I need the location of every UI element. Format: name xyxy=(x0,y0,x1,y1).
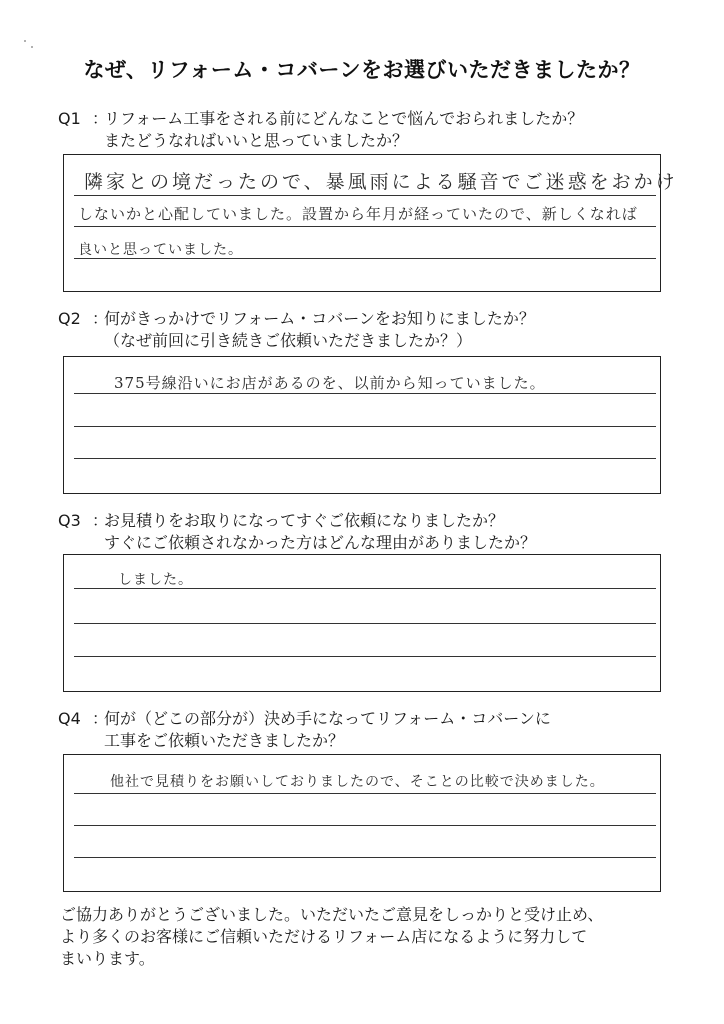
question-separator: ： xyxy=(92,511,109,530)
answer-rule xyxy=(74,623,656,624)
question-3 xyxy=(58,510,536,554)
answer-rule xyxy=(74,393,656,394)
question-text-line2: すぐにご依頼されなかった方はどんな理由がありましたか？ xyxy=(104,533,537,552)
question-number: Q2 xyxy=(58,309,81,328)
question-text: お見積りをお取りになってすぐご依頼になりましたか？ xyxy=(104,511,505,530)
answer-rule xyxy=(74,226,656,227)
handwritten-answer-line: 375号線沿いにお店があるのを、以前から知っていました。 xyxy=(114,374,546,392)
scan-speck xyxy=(31,46,33,48)
answer-rule xyxy=(74,458,656,459)
answer-box-3 xyxy=(63,554,661,692)
question-text: 何がきっかけでリフォーム・コバーンをお知りにましたか？ xyxy=(104,309,535,328)
question-number: Q3 xyxy=(58,511,81,530)
question-4 xyxy=(58,708,551,752)
answer-rule xyxy=(74,825,656,826)
scan-speck xyxy=(24,40,26,42)
handwritten-answer-line: 良いと思っていました。 xyxy=(78,242,243,258)
question-text-line2: 工事をご依頼いただきましたか？ xyxy=(104,731,345,750)
answer-rule xyxy=(74,426,656,427)
question-number: Q4 xyxy=(58,709,81,728)
question-text: リフォーム工事をされる前にどんなことで悩んでおられましたか？ xyxy=(104,109,584,128)
answer-rule xyxy=(74,195,656,196)
question-separator: ： xyxy=(92,309,109,328)
thank-you-footer xyxy=(60,904,670,970)
answer-box-4 xyxy=(63,754,661,892)
answer-box-1 xyxy=(63,154,678,292)
handwritten-answer-line: しました。 xyxy=(118,572,193,588)
question-2 xyxy=(58,308,535,352)
answer-rule xyxy=(74,857,656,858)
question-number: Q1 xyxy=(58,109,81,128)
answer-rule xyxy=(74,656,656,657)
footer-line: まいります。 xyxy=(60,949,155,968)
answer-rule xyxy=(74,793,656,794)
question-text-line2: （なぜ前回に引き続きご依頼いただきましたか？） xyxy=(104,331,473,350)
handwritten-answer-line: 隣家との境だったので、暴風雨による騒音でご迷惑をおかけ xyxy=(84,171,678,193)
handwritten-answer-line: 他社で見積りをお願いしておりましたので、そことの比較で決めました。 xyxy=(110,774,605,790)
question-text: 何が（どこの部分が）決め手になってリフォーム・コバーンに xyxy=(104,709,551,728)
question-separator: ： xyxy=(92,109,109,128)
question-text-line2: またどうなればいいと思っていましたか？ xyxy=(104,131,409,150)
answer-box-2 xyxy=(63,356,661,494)
question-1 xyxy=(58,108,583,152)
question-separator: ： xyxy=(92,709,109,728)
footer-line: ご協力ありがとうございました。いただいたご意見をしっかりと受け止め、 xyxy=(60,905,604,924)
handwritten-answer-line: しないかと心配していました。設置から年月が経っていたので、新しくなれば xyxy=(78,205,638,223)
survey-title: なぜ、リフォーム・コバーンをお選びいただきましたか？ xyxy=(83,58,641,82)
footer-line: より多くのお客様にご信頼いただけるリフォーム店になるように努力して xyxy=(60,927,588,946)
